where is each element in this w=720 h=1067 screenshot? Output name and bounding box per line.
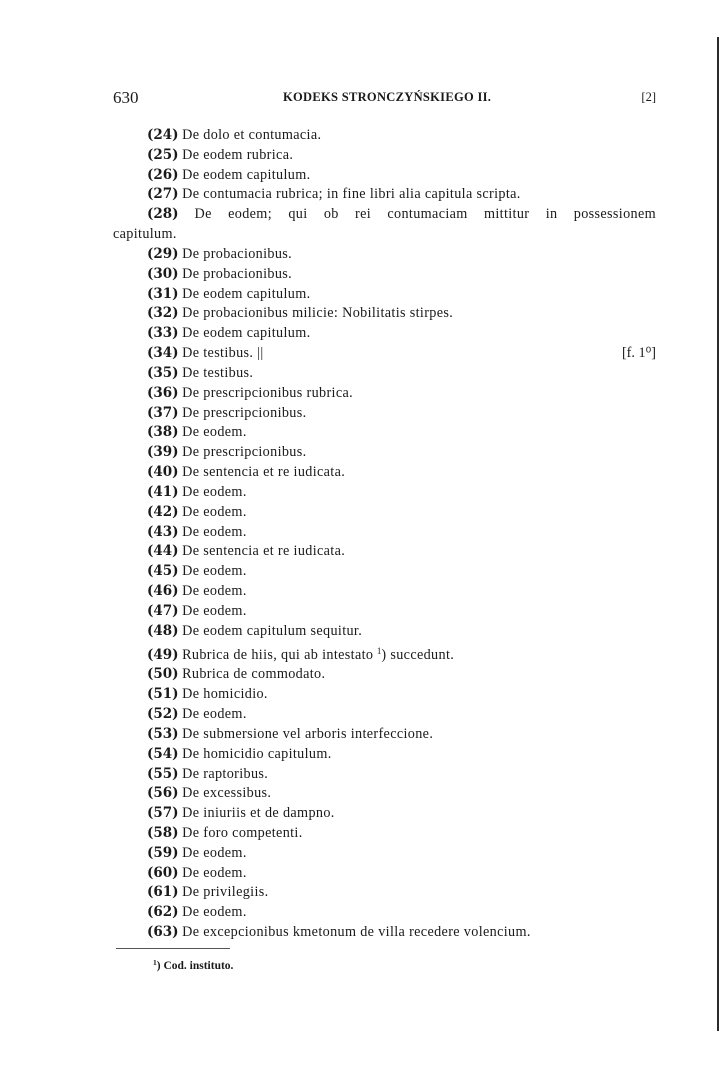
list-item bbox=[113, 265, 656, 285]
entry-number: (24) bbox=[147, 127, 179, 143]
list-item bbox=[113, 285, 656, 305]
entry-text: De homicidio. bbox=[182, 686, 268, 703]
entry-text: Rubrica de hiis, qui ab intestato bbox=[182, 646, 374, 663]
entry-number: (33) bbox=[147, 325, 179, 342]
entry-text: De testibus. bbox=[182, 364, 254, 381]
page-header bbox=[113, 88, 656, 108]
entry-text: De eodem. bbox=[182, 563, 247, 580]
entry-number: (28) bbox=[147, 206, 179, 223]
entry-number: (46) bbox=[147, 583, 179, 600]
entry-number: (61) bbox=[147, 884, 179, 901]
footnote-text: ) Cod. instituto. bbox=[156, 960, 234, 972]
entry-text: De iniuriis et de dampno. bbox=[182, 805, 335, 822]
entry-number: (30) bbox=[147, 265, 179, 282]
list-item bbox=[113, 384, 656, 404]
entry-number: (62) bbox=[147, 904, 179, 921]
entry-text: De eodem capitulum sequitur. bbox=[182, 622, 363, 639]
entry-number: (47) bbox=[147, 602, 179, 619]
entry-number: (31) bbox=[147, 285, 179, 302]
entry-number: (32) bbox=[147, 305, 179, 322]
entry-number: (56) bbox=[147, 785, 179, 802]
entry-number: (59) bbox=[147, 844, 179, 861]
list-item bbox=[113, 685, 656, 705]
entry-text: De eodem. bbox=[182, 844, 247, 861]
entry-text: De prescripcionibus. bbox=[182, 404, 307, 421]
entry-text: De eodem capitulum. bbox=[182, 325, 311, 342]
footnote-reference: 1 bbox=[376, 645, 382, 656]
list-item bbox=[113, 725, 656, 745]
entry-number: (36) bbox=[147, 384, 179, 401]
entry-number: (25) bbox=[147, 146, 179, 163]
entry-text: De eodem capitulum. bbox=[182, 166, 311, 183]
list-item bbox=[113, 622, 656, 642]
list-item bbox=[113, 463, 656, 483]
list-item bbox=[113, 784, 656, 804]
list-item bbox=[113, 642, 656, 666]
entry-number: (44) bbox=[147, 543, 179, 560]
entry-text: De probacionibus. bbox=[182, 265, 293, 282]
entry-text: De eodem; qui ob rei contumaciam mittitur in possessionem bbox=[194, 206, 656, 223]
list-item bbox=[113, 923, 656, 943]
folio-marker: [f. 1⁰] bbox=[621, 345, 656, 362]
entry-number: (58) bbox=[147, 824, 179, 841]
entry-text: De raptoribus. bbox=[182, 765, 269, 782]
section-mark: [2] bbox=[641, 90, 656, 104]
list-item bbox=[113, 804, 656, 824]
list-item bbox=[113, 562, 656, 582]
entry-text: De eodem. bbox=[182, 602, 247, 619]
page-number: 630 bbox=[113, 88, 139, 107]
entry-text: De eodem. bbox=[182, 483, 247, 500]
entry-text: De eodem. bbox=[182, 864, 247, 881]
entry-number: (26) bbox=[147, 166, 179, 183]
entry-text: De sentencia et re iudicata. bbox=[182, 543, 346, 560]
entry-number: (38) bbox=[147, 424, 179, 441]
list-item bbox=[113, 523, 656, 543]
entry-number: (60) bbox=[147, 864, 179, 881]
entry-text: De eodem capitulum. bbox=[182, 285, 311, 302]
entry-number: (50) bbox=[147, 666, 179, 683]
list-item bbox=[113, 404, 656, 424]
list-item bbox=[113, 824, 656, 844]
entry-text: De testibus. || bbox=[182, 345, 264, 362]
entry-text: De eodem. bbox=[182, 523, 247, 540]
entry-text: De submersione vel arboris interfeccione. bbox=[182, 725, 434, 742]
list-item bbox=[113, 146, 656, 166]
footnote bbox=[153, 958, 233, 972]
list-item bbox=[113, 602, 656, 622]
entry-text: De eodem. bbox=[182, 904, 247, 921]
entry-number: (63) bbox=[147, 924, 179, 941]
entry-number: (42) bbox=[147, 503, 179, 520]
list-item bbox=[113, 185, 656, 205]
entry-number: (54) bbox=[147, 745, 179, 762]
list-item bbox=[113, 304, 656, 324]
entry-text: De homicidio capitulum. bbox=[182, 745, 332, 762]
footnote-mark: 1 bbox=[153, 958, 157, 967]
list-item bbox=[113, 705, 656, 725]
list-item bbox=[113, 582, 656, 602]
entry-text: De eodem rubrica. bbox=[182, 146, 294, 163]
list-item bbox=[113, 503, 656, 523]
entry-number: (37) bbox=[147, 404, 179, 421]
entry-text: De eodem. bbox=[182, 706, 247, 723]
list-item bbox=[113, 665, 656, 685]
entry-text: De prescripcionibus. bbox=[182, 444, 307, 461]
running-title: KODEKS STRONCZYŃSKIEGO II. bbox=[283, 90, 492, 104]
list-item bbox=[113, 443, 656, 463]
entry-text: Rubrica de commodato. bbox=[182, 666, 326, 683]
entry-text: De probacionibus milicie: Nobilitatis stirpes. bbox=[182, 305, 454, 322]
list-item bbox=[113, 844, 656, 864]
list-item bbox=[113, 483, 656, 503]
list-item bbox=[113, 205, 656, 225]
entry-number: (34) bbox=[147, 345, 179, 362]
list-item bbox=[113, 166, 656, 186]
entry-text: De dolo et contumacia. bbox=[182, 127, 322, 143]
entry-text: De eodem. bbox=[182, 424, 247, 441]
list-item bbox=[113, 765, 656, 785]
entry-number: (52) bbox=[147, 706, 179, 723]
entry-text: De probacionibus. bbox=[182, 245, 293, 262]
list-item bbox=[113, 903, 656, 923]
list-item bbox=[113, 883, 656, 903]
entry-number: (57) bbox=[147, 805, 179, 822]
entry-text: De contumacia rubrica; in fine libri alia capitula scripta. bbox=[182, 186, 521, 203]
entry-text: De sentencia et re iudicata. bbox=[182, 464, 346, 481]
entry-text-after: ) succedunt. bbox=[381, 646, 455, 663]
list-item bbox=[113, 745, 656, 765]
list-item bbox=[113, 542, 656, 562]
list-item bbox=[113, 126, 656, 146]
entry-number: (29) bbox=[147, 245, 179, 262]
footnote-rule bbox=[116, 948, 230, 949]
list-item bbox=[113, 324, 656, 344]
list-item bbox=[113, 245, 656, 265]
list-item bbox=[113, 423, 656, 443]
entry-number: (27) bbox=[147, 186, 179, 203]
page-edge-line bbox=[717, 37, 719, 1031]
entry-number: (49) bbox=[147, 646, 179, 663]
entry-number: (45) bbox=[147, 563, 179, 580]
continuation-text: capitulum. bbox=[113, 226, 177, 243]
entry-number: (39) bbox=[147, 444, 179, 461]
entry-number: (53) bbox=[147, 725, 179, 742]
entry-text: De excessibus. bbox=[182, 785, 272, 802]
entry-text: De excepcionibus kmetonum de villa recedere volencium. bbox=[182, 924, 531, 941]
entry-number: (40) bbox=[147, 464, 179, 481]
entry-text: De foro competenti. bbox=[182, 824, 303, 841]
entry-number: (51) bbox=[147, 686, 179, 703]
list-item bbox=[113, 864, 656, 884]
entry-number: (55) bbox=[147, 765, 179, 782]
list-item bbox=[113, 364, 656, 384]
entry-text: De eodem. bbox=[182, 503, 247, 520]
entry-text: De privilegiis. bbox=[182, 884, 269, 901]
chapter-list bbox=[113, 126, 656, 943]
entry-number: (43) bbox=[147, 523, 179, 540]
list-item bbox=[113, 344, 656, 364]
entry-continuation bbox=[113, 225, 656, 245]
entry-number: (35) bbox=[147, 364, 179, 381]
entry-number: (48) bbox=[147, 622, 179, 639]
entry-text: De eodem. bbox=[182, 583, 247, 600]
entry-number: (41) bbox=[147, 483, 179, 500]
entry-text: De prescripcionibus rubrica. bbox=[182, 384, 354, 401]
